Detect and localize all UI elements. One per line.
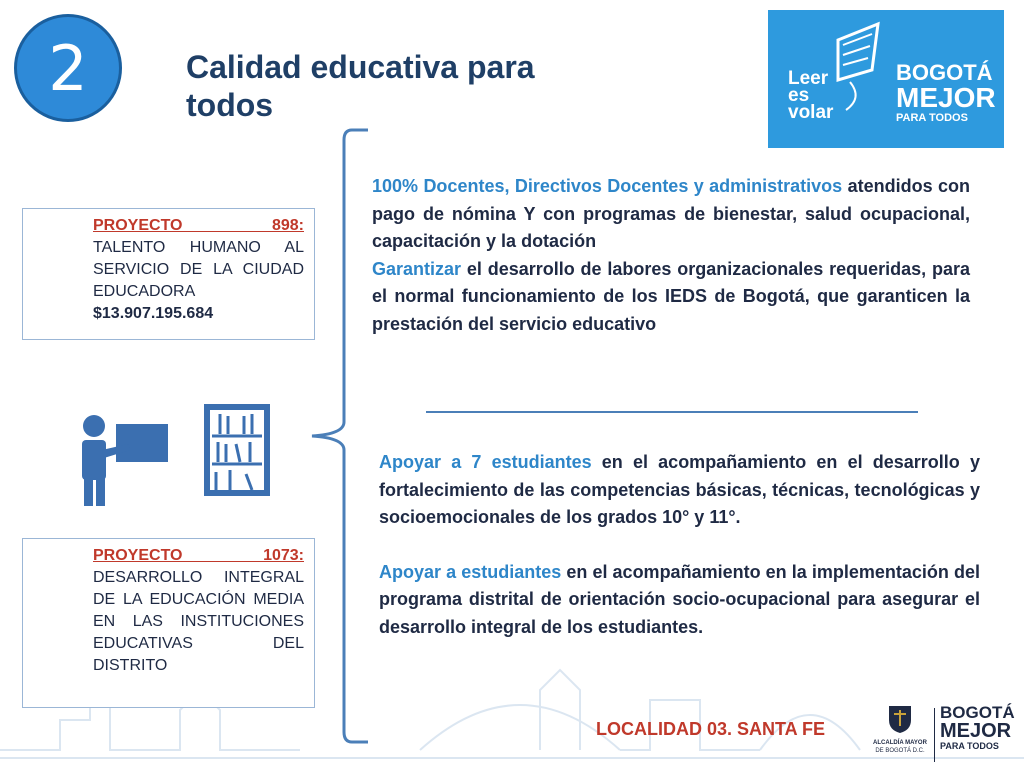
goal-support-seven-highlight: Apoyar a 7 estudiantes (379, 452, 592, 472)
alcaldia-line1: ALCALDÍA MAYOR (873, 740, 927, 746)
goal-support-students (379, 559, 980, 642)
alcaldia-line2: DE BOGOTÁ D.C. (875, 748, 925, 754)
goals-bottom (379, 449, 980, 641)
alcaldia-logo (868, 704, 932, 764)
project-898-amount: $13.907.195.684 (93, 305, 214, 322)
page-title: Calidad educativa para todos (186, 49, 535, 123)
goal-guarantee (372, 256, 970, 339)
goal-guarantee-text: el desarrollo de labores organizacionales requeridas, para el normal funcionamiento de los IEDS de Bogotá, que garanticen la prestación del servicio educativo (372, 258, 970, 334)
goal-staff-highlight: 100% Docentes, Directivos Docentes y administrativos (372, 176, 843, 196)
curly-brace (308, 126, 374, 748)
project-1073-description: DESARROLLO INTEGRAL DE LA EDUCACIÓN MEDIA EN LAS INSTITUCIONES EDUCATIVAS DEL DISTRITO (93, 569, 304, 674)
footer-divider (934, 708, 935, 762)
locality-label: LOCALIDAD 03. SANTA FE (596, 719, 826, 739)
logo-word-volar: volar (788, 102, 834, 123)
section-divider (426, 411, 918, 413)
goal-support-seven (379, 449, 980, 532)
footer-brand-small: BOGOTÁ (940, 703, 1015, 722)
bookshelf-icon (204, 404, 270, 496)
teacher-icon (72, 414, 172, 510)
project-898-box (22, 208, 315, 340)
leer-es-volar-logo (768, 10, 1004, 148)
logo-word-leer: Leer (788, 68, 829, 89)
logo-brand-big: MEJOR (896, 82, 996, 113)
slide-number: 2 (48, 31, 88, 105)
footer-brand-sub: PARA TODOS (940, 741, 999, 751)
footer-brand-big: MEJOR (940, 720, 1012, 742)
goals-top (372, 173, 970, 338)
slide-number-badge (14, 14, 122, 122)
goal-support-students-text: en el acompañamiento en la implementación del programa distrital de orientación socio-ocupacional para asegurar el desarrollo integral de los estudiantes. (379, 561, 980, 637)
project-898-description: TALENTO HUMANO AL SERVICIO DE LA CIUDAD EDUCADORA (93, 239, 304, 300)
goal-staff-text: atendidos con pago de nómina Y con programas de bienestar, salud ocupacional, capacitación y la dotación (372, 176, 970, 251)
project-1073-label: PROYECTO 1073: (93, 547, 304, 564)
project-898-label: PROYECTO 898: (93, 217, 304, 234)
logo-brand-sub: PARA TODOS (896, 112, 968, 124)
logo-word-es: es (788, 85, 810, 106)
goal-staff (372, 173, 970, 256)
goal-support-seven-text: en el acompañamiento en el desarrollo y fortalecimiento de las competencias básicas, técnicas, tecnológicas y socioemocionales de los grados 10° y 11°. (379, 452, 980, 527)
goal-guarantee-highlight: Garantizar (372, 258, 462, 279)
project-1073-box (22, 538, 315, 708)
goal-support-students-highlight: Apoyar a estudiantes (379, 561, 562, 582)
bogota-mejor-logo (940, 704, 1015, 752)
coat-of-arms-icon (887, 704, 913, 734)
logo-brand-small: BOGOTÁ (896, 60, 993, 85)
